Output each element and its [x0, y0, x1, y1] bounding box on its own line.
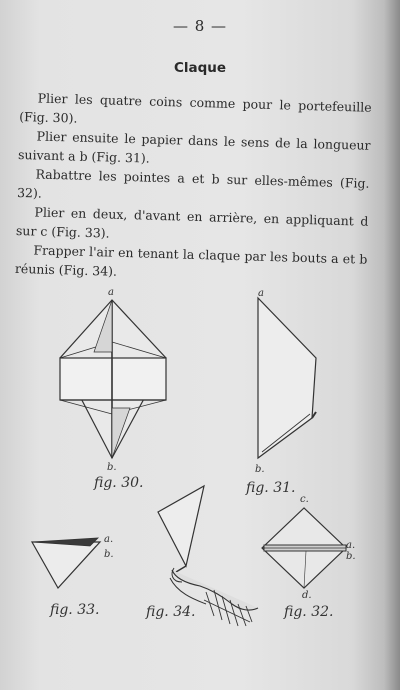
paragraph-3: Rabattre les pointes a et b sur elles-mêmes (Fig. 32). [16, 166, 370, 201]
fig31-caption: fig. 31. [246, 480, 296, 496]
fig32-caption: fig. 32. [284, 604, 334, 620]
section-title: Claque [173, 60, 227, 76]
paragraph-4: Plier en deux, d'avant en arrière, en appliquant d sur c (Fig. 33). [15, 204, 369, 241]
fig33-caption: fig. 33. [50, 602, 100, 618]
fig32-letter-d: d. [302, 590, 312, 601]
figure-31 [258, 298, 316, 458]
figure-32 [262, 508, 346, 588]
fig30-caption: fig. 30. [94, 475, 144, 491]
page-number: — 8 — [172, 17, 228, 35]
fig33-letter-a: a. [104, 534, 114, 545]
paragraph-5: Frapper l'air en tenant la claque par les bouts a et b réunis (Fig. 34). [14, 242, 368, 279]
fig31-letter-a: a [258, 288, 264, 299]
fig34-caption: fig. 34. [146, 604, 196, 620]
fig32-letter-b: b. [346, 551, 356, 562]
fig32-letter-c: c. [300, 494, 309, 505]
fig31-letter-b: b. [255, 464, 265, 475]
fig32-letter-a: a. [346, 540, 356, 551]
figure-30 [60, 300, 166, 458]
paragraph-2: Plier ensuite le papier dans le sens de la longueur suivant a b (Fig. 31). [17, 128, 371, 166]
fig30-letter-b: b. [107, 462, 117, 473]
fig33-letter-b: b. [104, 549, 114, 560]
paragraph-1: Plier les quatre coins comme pour le portefeuille (Fig. 30). [18, 90, 372, 126]
fig30-letter-a: a [108, 287, 114, 298]
figure-33 [32, 538, 100, 588]
